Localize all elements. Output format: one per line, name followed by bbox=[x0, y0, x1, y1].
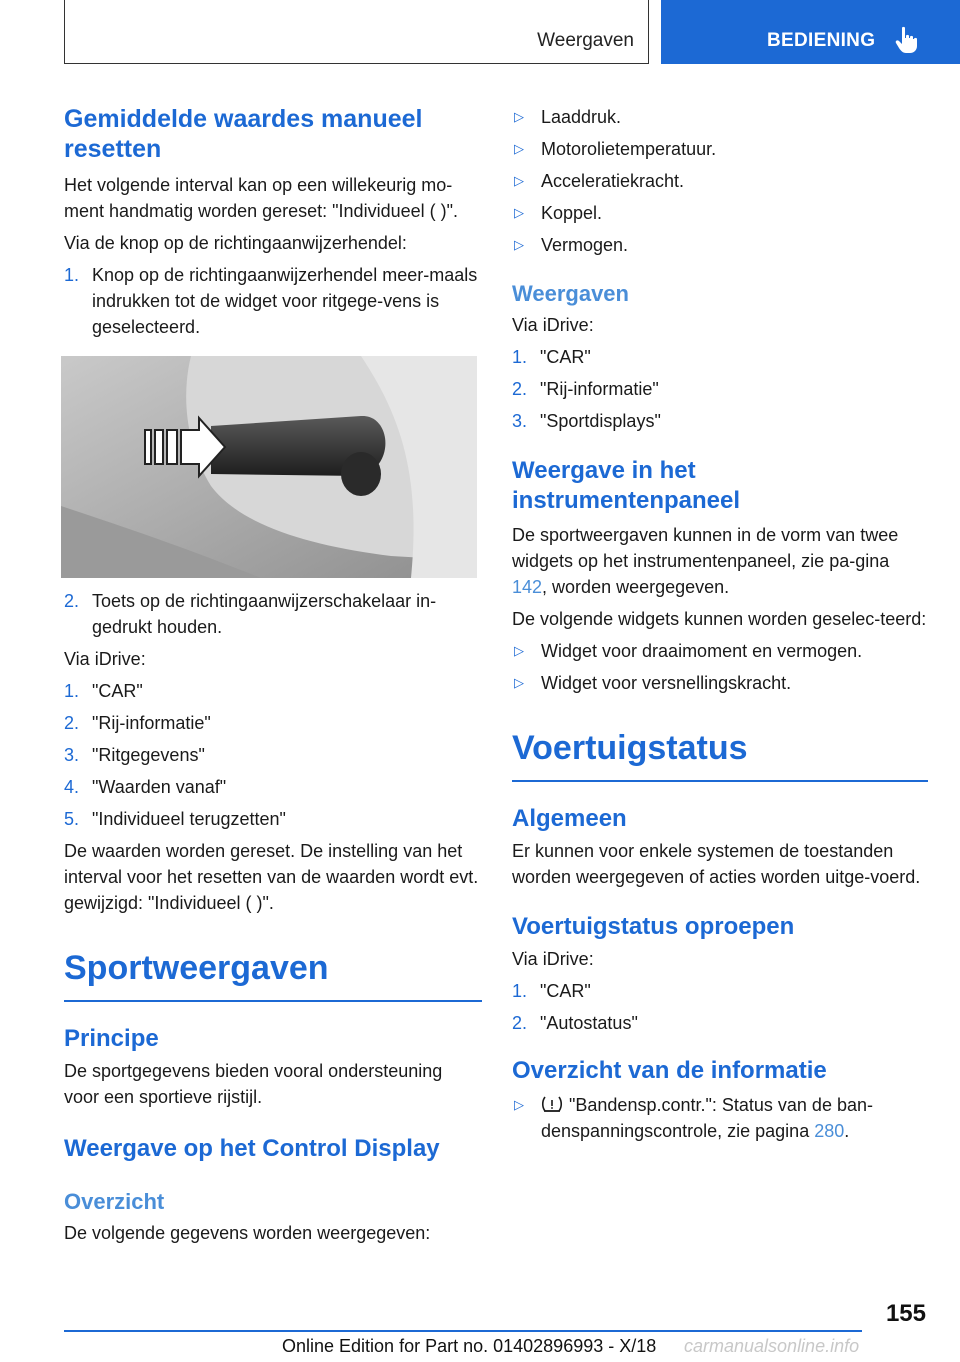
step-number: 2. bbox=[512, 379, 528, 399]
bullet-triangle-icon: ▷ bbox=[514, 643, 524, 658]
header-chapter-title: BEDIENING bbox=[767, 30, 876, 51]
list-item bbox=[64, 710, 482, 736]
step-number: 3. bbox=[64, 745, 80, 765]
paragraph-via-idrive: Via iDrive: bbox=[512, 315, 594, 335]
bullet-text: Widget voor draaimoment en vermogen. bbox=[541, 641, 863, 661]
bullet-triangle-icon: ▷ bbox=[514, 205, 524, 220]
bullet-text: Laaddruk. bbox=[541, 107, 622, 127]
paragraph-reset-result: De waarden worden gereset. De instelling van het interval voor het resetten van de waarden wordt evt. gewijzigd: "Individueel ( )". bbox=[64, 841, 479, 913]
oproepen-steps bbox=[512, 978, 928, 1036]
paragraph-overzicht: De volgende gegevens worden weergegeven: bbox=[64, 1223, 431, 1243]
heading-algemeen: Algemeen bbox=[512, 805, 627, 832]
left-column bbox=[64, 100, 482, 1246]
bullet-triangle-icon: ▷ bbox=[514, 237, 524, 252]
heading-weergaven: Weergaven bbox=[512, 281, 629, 306]
heading-voertuigstatus-oproepen: Voertuigstatus oproepen bbox=[512, 913, 795, 940]
step-text: "Rij-informatie" bbox=[92, 713, 211, 733]
paragraph-algemeen: Er kunnen voor enkele systemen de toestanden worden weergegeven of acties worden uitge-voerd. bbox=[512, 841, 921, 887]
list-item bbox=[512, 638, 928, 664]
paragraph-text: , worden weergegeven. bbox=[542, 577, 730, 597]
idrive-reset-steps bbox=[64, 678, 482, 832]
list-item bbox=[512, 1010, 928, 1036]
step-text: "Waarden vanaf" bbox=[92, 777, 227, 797]
bullet-triangle-icon: ▷ bbox=[514, 141, 524, 156]
step-text: Toets op de richtingaanwijzerschakelaar in-gedrukt houden. bbox=[92, 591, 437, 637]
bullet-triangle-icon: ▷ bbox=[514, 109, 524, 124]
header-chapter-box bbox=[661, 0, 960, 64]
heading-overzicht: Overzicht bbox=[64, 1189, 165, 1214]
list-item bbox=[64, 262, 482, 340]
watermark: carmanualsonline.info bbox=[684, 1336, 860, 1356]
paragraph-via-knop: Via de knop op de richtingaanwijzerhendel: bbox=[64, 233, 407, 253]
list-item bbox=[64, 806, 482, 832]
list-item bbox=[512, 168, 928, 194]
paragraph-text: De sportweergaven kunnen in de vorm van twee widgets op het instrumentenpaneel, zie pa-gina bbox=[512, 525, 899, 571]
step-text: "Sportdisplays" bbox=[540, 411, 661, 431]
step-text: "Individueel terugzetten" bbox=[92, 809, 286, 829]
sport-data-list bbox=[512, 104, 928, 258]
step-number: 1. bbox=[64, 681, 80, 701]
heading-instrumentenpaneel: Weergave in het instrumentenpaneel bbox=[512, 457, 741, 514]
heading-principe: Principe bbox=[64, 1025, 159, 1052]
step-text: "Ritgegevens" bbox=[92, 745, 205, 765]
heading-voertuigstatus: Voertuigstatus bbox=[512, 728, 928, 782]
step-number: 2. bbox=[64, 713, 80, 733]
step-number: 2. bbox=[512, 1013, 528, 1033]
heading-manual-reset: Gemiddelde waardes manueel resetten bbox=[64, 105, 423, 163]
step-number: 3. bbox=[512, 411, 528, 431]
knop-steps-continued bbox=[64, 588, 482, 640]
header-section-box bbox=[64, 0, 649, 64]
step-text: "CAR" bbox=[92, 681, 143, 701]
bullet-text: Acceleratiekracht. bbox=[541, 171, 685, 191]
list-item bbox=[64, 774, 482, 800]
list-item bbox=[512, 232, 928, 258]
paragraph-widgets: De volgende widgets kunnen worden geselec-teerd: bbox=[512, 609, 927, 629]
list-item bbox=[512, 104, 928, 130]
list-item bbox=[512, 136, 928, 162]
footer-edition: Online Edition for Part no. 01402896993 - X/18 bbox=[282, 1336, 657, 1356]
footer-divider bbox=[64, 1330, 862, 1332]
bullet-text: Widget voor versnellingskracht. bbox=[541, 673, 792, 693]
page-number: 155 bbox=[885, 1300, 926, 1327]
step-number: 5. bbox=[64, 809, 80, 829]
list-item bbox=[512, 200, 928, 226]
bullet-text: Motorolietemperatuur. bbox=[541, 139, 717, 159]
pointing-hand-icon bbox=[895, 26, 919, 54]
step-text: "Autostatus" bbox=[540, 1013, 638, 1033]
list-item bbox=[512, 344, 928, 370]
paragraph-via-idrive: Via iDrive: bbox=[512, 949, 594, 969]
paragraph-principe: De sportgegevens bieden vooral ondersteuning voor een sportieve rijstijl. bbox=[64, 1061, 443, 1107]
step-text: "Rij-informatie" bbox=[540, 379, 659, 399]
right-column bbox=[512, 100, 928, 1144]
weergaven-steps bbox=[512, 344, 928, 434]
info-list bbox=[512, 1092, 928, 1144]
step-number: 1. bbox=[64, 265, 80, 285]
bullet-triangle-icon: ▷ bbox=[514, 675, 524, 690]
paragraph-via-idrive: Via iDrive: bbox=[64, 649, 146, 669]
bullet-triangle-icon: ▷ bbox=[514, 1097, 524, 1112]
paragraph-instrumentenpaneel bbox=[512, 522, 928, 600]
heading-control-display: Weergave op het Control Display bbox=[64, 1135, 440, 1162]
bullet-text: Vermogen. bbox=[541, 235, 629, 255]
list-item bbox=[64, 742, 482, 768]
step-text: Knop op de richtingaanwijzerhendel meer-maals indrukken tot de widget voor ritgege-vens is geselecteerd. bbox=[92, 265, 478, 337]
list-item bbox=[64, 678, 482, 704]
list-item bbox=[512, 408, 928, 434]
step-number: 1. bbox=[512, 981, 528, 1001]
step-number: 1. bbox=[512, 347, 528, 367]
step-number: 4. bbox=[64, 777, 80, 797]
tire-pressure-warning-icon bbox=[541, 1094, 563, 1114]
heading-sportweergaven: Sportweergaven bbox=[64, 948, 482, 1002]
knop-steps bbox=[64, 262, 482, 340]
page-link-142[interactable]: 142 bbox=[512, 577, 543, 597]
bullet-text: . bbox=[844, 1121, 850, 1141]
bullet-triangle-icon: ▷ bbox=[514, 173, 524, 188]
widget-list bbox=[512, 638, 928, 696]
bullet-text: "Bandensp.contr.": Status van de ban-denspanningscontrole, zie pagina bbox=[541, 1095, 873, 1141]
heading-overzicht-informatie: Overzicht van de informatie bbox=[512, 1057, 827, 1084]
step-text: "CAR" bbox=[540, 981, 591, 1001]
list-item bbox=[512, 1092, 928, 1144]
list-item bbox=[512, 376, 928, 402]
step-number: 2. bbox=[64, 591, 80, 611]
list-item bbox=[512, 670, 928, 696]
list-item bbox=[512, 978, 928, 1004]
list-item bbox=[64, 588, 482, 640]
page-link-280[interactable]: 280 bbox=[814, 1121, 845, 1141]
turn-signal-lever-illustration bbox=[61, 356, 477, 578]
step-text: "CAR" bbox=[540, 347, 591, 367]
bullet-text: Koppel. bbox=[541, 203, 603, 223]
header-section-title: Weergaven bbox=[537, 30, 634, 51]
paragraph-reset-intro: Het volgende interval kan op een willekeurig mo-ment handmatig worden gereset: "Individueel ( )". bbox=[64, 175, 458, 221]
